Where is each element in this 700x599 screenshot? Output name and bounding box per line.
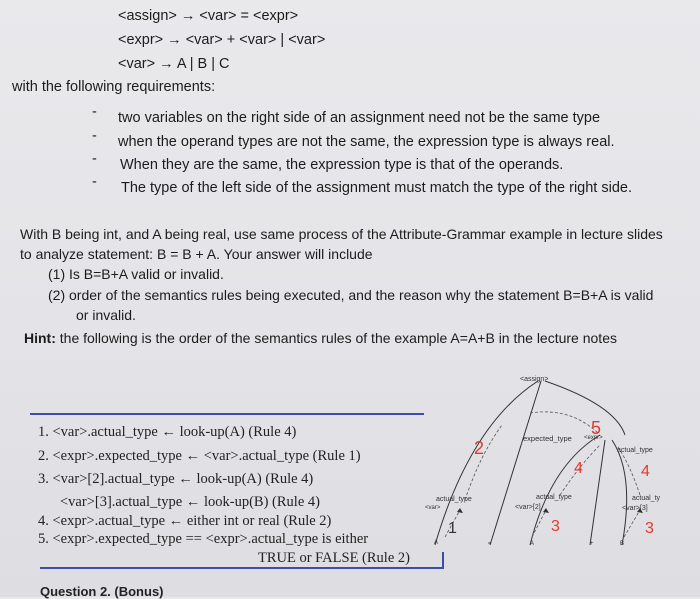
attr-actual-type-var2: actual_type [536, 494, 572, 501]
question-line-1: With B being int, and A being real, use same process of the Attribute-Grammar example in lecture slides [20, 226, 663, 242]
requirement-item: The type of the left side of the assignment must match the type of the right side. [121, 180, 632, 196]
semantic-rule-5: 5. <expr>.expected_type == <expr>.actual_type is either [38, 531, 369, 547]
edge-expr-right [612, 440, 627, 545]
order-number-2: 2 [474, 438, 485, 458]
edge-assign-mid [490, 381, 541, 545]
grammar-rule-assign: <assign> → <var> = <expr> [118, 8, 299, 24]
question-part-2: (2) order of the semantics rules being executed, and the reason why the statement B=B+A is valid [48, 287, 654, 303]
order-number-4: 4 [574, 460, 583, 477]
semantic-rule-3: 3. <var>[2].actual_type ← look-up(A) (Rule 4) [38, 471, 314, 487]
leaf-plus: + [590, 541, 594, 547]
question-line-2: to analyze statement: B = B + A. Your answer will include [20, 246, 373, 262]
semantic-rule-5-result: TRUE or FALSE (Rule 2) [258, 550, 410, 566]
attr-actual-type-var3: actual_ty [632, 495, 661, 502]
grammar-rule-expr: <expr> → <var> + <var> | <var> [118, 32, 326, 48]
order-number-3b: 3 [645, 520, 654, 537]
semantic-rule-4: 4. <expr>.actual_type ← either int or real (Rule 2) [38, 513, 332, 529]
question-part-2-cont: or invalid. [76, 307, 136, 323]
flow-dashed-6 [532, 510, 546, 537]
parse-tree-diagram [420, 365, 700, 560]
slide-rule-line-top [30, 413, 424, 415]
flow-dashed-4 [618, 447, 640, 495]
node-var2: <var>[2] [515, 504, 541, 511]
attr-expected-type: expected_type [523, 434, 572, 443]
bullet-dash: - [92, 128, 97, 144]
hint [24, 330, 617, 346]
edge-expr-left [530, 435, 600, 545]
semantic-rule-2: 2. <expr>.expected_type ← <var>.actual_type (Rule 1) [38, 448, 361, 464]
slide-rule-line-bottom [40, 567, 444, 569]
question-part-1: (1) Is B=B+A valid or invalid. [48, 266, 224, 282]
node-var3: <var>[3] [622, 505, 648, 512]
attr-actual-type-var: actual_type [436, 496, 472, 503]
hint-label: Hint: [24, 330, 56, 346]
bullet-dash: - [92, 174, 97, 190]
leaf-b: B [620, 541, 625, 547]
order-number-3: 3 [551, 518, 560, 535]
bullet-dash: - [92, 151, 97, 167]
requirements-intro: with the following requirements: [12, 79, 216, 95]
order-number-4b: 4 [641, 463, 650, 480]
arrow-head [543, 508, 549, 513]
requirement-item: two variables on the right side of an assignment need not be the same type [118, 110, 601, 126]
requirement-item: when the operand types are not the same, the expression type is always real. [118, 134, 615, 150]
hint-text: the following is the order of the semantics rules of the example A=A+B in the lecture notes [55, 330, 617, 346]
requirement-item: When they are the same, the expression type is that of the operands. [120, 157, 564, 173]
semantic-rule-3b: <var>[3].actual_type ← look-up(B) (Rule 4) [60, 494, 320, 510]
semantic-rule-1: 1. <var>.actual_type ← look-up(A) (Rule 4) [38, 424, 297, 440]
leaf-a: A [434, 540, 439, 546]
footer-question-2: Question 2. (Bonus) [40, 584, 164, 599]
edge-assign-right [545, 381, 625, 435]
order-number-5: 5 [591, 418, 602, 438]
node-assign: <assign> [520, 376, 549, 383]
attr-actual-type-expr: actual_type [617, 447, 653, 454]
node-expr: <expr> [584, 435, 603, 441]
flow-dashed-2 [530, 412, 598, 433]
leaf-equals: = [488, 541, 492, 547]
node-var: <var> [425, 505, 441, 511]
arrow-head [457, 508, 463, 513]
bullet-dash: - [92, 104, 97, 120]
grammar-rule-var: <var> → A | B | C [118, 56, 230, 72]
order-number-1: 1 [448, 520, 457, 537]
leaf-a-2: A [530, 541, 535, 547]
edge-expr-mid [590, 440, 605, 545]
